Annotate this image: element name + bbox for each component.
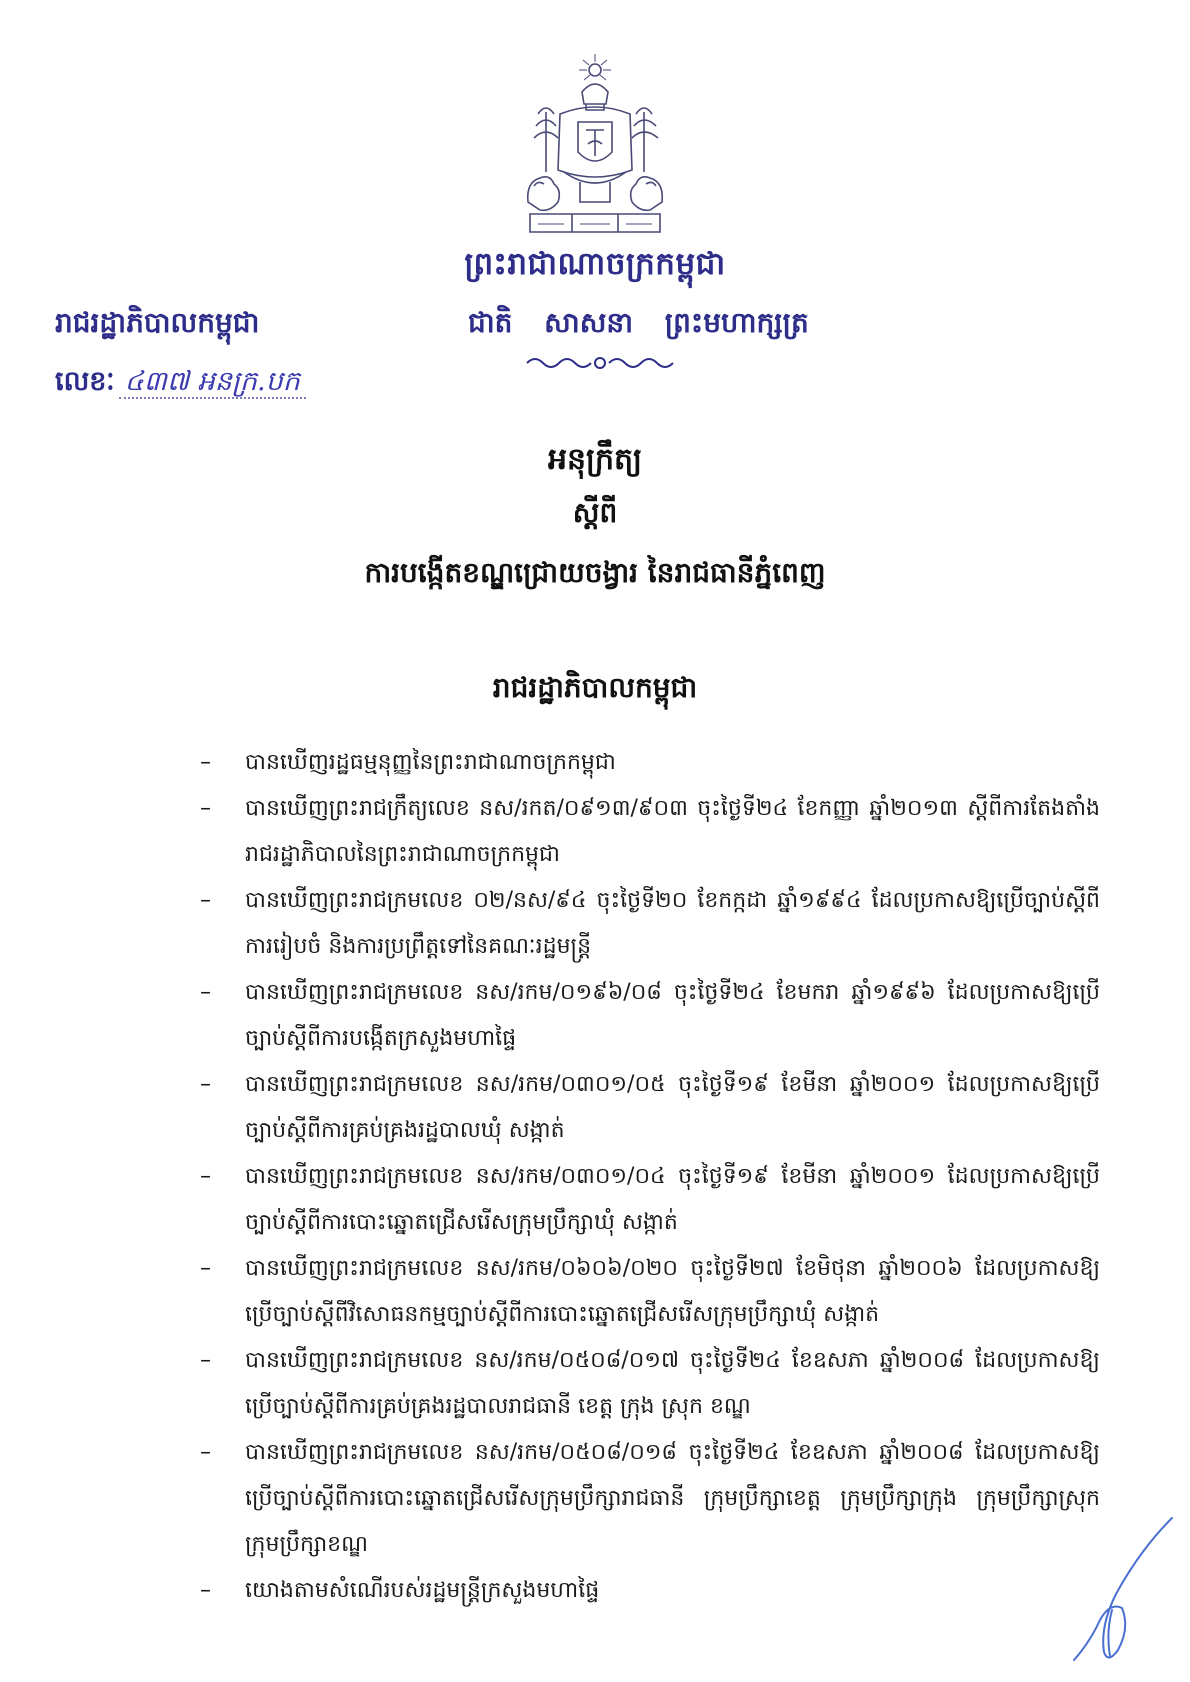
preamble-text: បានឃើញព្រះរាជក្រឹត្យលេខ នស/រកត/០៩១៣/៩០៣ ចុះថ្ងៃទី២៤ ខែកញ្ញា ឆ្នាំ២០១៣ ស្ដីពីការតែងតាំងរាជរដ្ឋាភិបាលនៃព្រះរាជាណាចក្រកម្ពុជា [245,796,1100,867]
bullet-dash: – [200,1348,211,1373]
bullet-dash: – [200,888,211,913]
preamble-text: បានឃើញព្រះរាជក្រមលេខ នស/រកម/០៣០១/០៤ ចុះថ្ងៃទី១៩ ខែមីនា ឆ្នាំ២០០១ ដែលប្រកាសឱ្យប្រើច្បាប់ស្ដីពីការបោះឆ្នោតជ្រើសរើសក្រុមប្រឹក្សាឃុំ សង្កាត់ [245,1164,1100,1235]
royal-arms-emblem-icon [520,52,670,237]
preamble-text: បានឃើញព្រះរាជក្រមលេខ នស/រកម/០១៩៦/០៨ ចុះថ្ងៃទី២៤ ខែមករា ឆ្នាំ១៩៩៦ ដែលប្រកាសឱ្យប្រើច្បាប់ស្ដីពីការបង្កើតក្រសួងមហាផ្ទៃ [245,980,1100,1051]
bullet-dash: – [200,1440,211,1465]
preamble-item [200,1568,1100,1614]
ornament-divider-icon [525,352,675,374]
initial-signature-icon [1060,1510,1180,1670]
preamble-item [200,1154,1100,1246]
preamble-item [200,970,1100,1062]
preamble-item [200,1338,1100,1430]
preamble-list [200,740,1100,1614]
reference-value: ៤៣៧ អនក្រ.បក [119,366,306,399]
document-subject: ការបង្កើតខណ្ឌជ្រោយចង្វារ នៃរាជធានីភ្នំពេញ [364,556,826,589]
bullet-dash: – [200,980,211,1005]
kingdom-title: ព្រះរាជាណាចក្រកម្ពុជា [464,246,726,282]
preamble-text: យោងតាមសំណើរបស់រដ្ឋមន្ត្រីក្រសួងមហាផ្ទៃ [245,1578,600,1603]
bullet-dash: – [200,796,211,821]
preamble-item [200,786,1100,878]
reference-number [55,365,306,404]
bullet-dash: – [200,1072,211,1097]
bullet-dash: – [200,1256,211,1281]
preamble-text: បានឃើញព្រះរាជក្រមលេខ នស/រកម/០៣០១/០៥ ចុះថ្ងៃទី១៩ ខែមីនា ឆ្នាំ២០០១ ដែលប្រកាសឱ្យប្រើច្បាប់ស្ដីពីការគ្រប់គ្រងរដ្ឋបាលឃុំ សង្កាត់ [245,1072,1100,1143]
document-type: អនុក្រឹត្យ [547,442,643,477]
bullet-dash: – [200,1164,211,1189]
bullet-dash: – [200,750,211,775]
preamble-text: បានឃើញព្រះរាជក្រមលេខ នស/រកម/០៥០៨/០១៧ ចុះថ្ងៃទី២៤ ខែឧសភា ឆ្នាំ២០០៨ ដែលប្រកាសឱ្យប្រើច្បាប់ស្ដីពីការគ្រប់គ្រងរដ្ឋបាលរាជធានី ខេត្ត ក្រុង ស្រុក ខណ្ឌ [245,1348,1100,1419]
preamble-item [200,878,1100,970]
preamble-item [200,740,1100,786]
issuer-heading: រាជរដ្ឋាភិបាលកម្ពុជា [492,671,698,704]
reference-label: លេខៈ [55,366,115,397]
preamble-text: បានឃើញរដ្ឋធម្មនុញ្ញនៃព្រះរាជាណាចក្រកម្ពុជា [245,750,616,775]
preamble-item [200,1246,1100,1338]
bullet-dash: – [200,1578,211,1603]
preamble-text: បានឃើញព្រះរាជក្រមលេខ នស/រកម/០៥០៨/០១៨ ចុះថ្ងៃទី២៤ ខែឧសភា ឆ្នាំ២០០៨ ដែលប្រកាសឱ្យប្រើច្បាប់ស្ដីពីការបោះឆ្នោតជ្រើសរើសក្រុមប្រឹក្សារាជធានី ក្រុមប្រឹក្សាខេត្ត ក្រុមប្រឹក្សាក្រុង ក្រុមប្រឹក្សាស្រុក ក្រុមប្រឹក្សាខណ្ឌ [245,1440,1100,1557]
national-motto: ជាតិ សាសនា ព្រះមហាក្សត្រ [468,306,809,339]
about-label: ស្ដីពី [572,496,618,529]
preamble-item [200,1430,1100,1568]
preamble-item [200,1062,1100,1154]
preamble-text: បានឃើញព្រះរាជក្រមលេខ នស/រកម/០៦០៦/០២០ ចុះថ្ងៃទី២៧ ខែមិថុនា ឆ្នាំ២០០៦ ដែលប្រកាសឱ្យប្រើច្បាប់ស្ដីពីវិសោធនកម្មច្បាប់ស្ដីពីការបោះឆ្នោតជ្រើសរើសក្រុមប្រឹក្សាឃុំ សង្កាត់ [245,1256,1100,1327]
preamble-text: បានឃើញព្រះរាជក្រមលេខ ០២/នស/៩៤ ចុះថ្ងៃទី២០ ខែកក្កដា ឆ្នាំ១៩៩៤ ដែលប្រកាសឱ្យប្រើច្បាប់ស្ដីពីការរៀបចំ និងការប្រព្រឹត្តទៅនៃគណៈរដ្ឋមន្ត្រី [245,888,1100,959]
government-header: រាជរដ្ឋាភិបាលកម្ពុជា [55,306,260,339]
